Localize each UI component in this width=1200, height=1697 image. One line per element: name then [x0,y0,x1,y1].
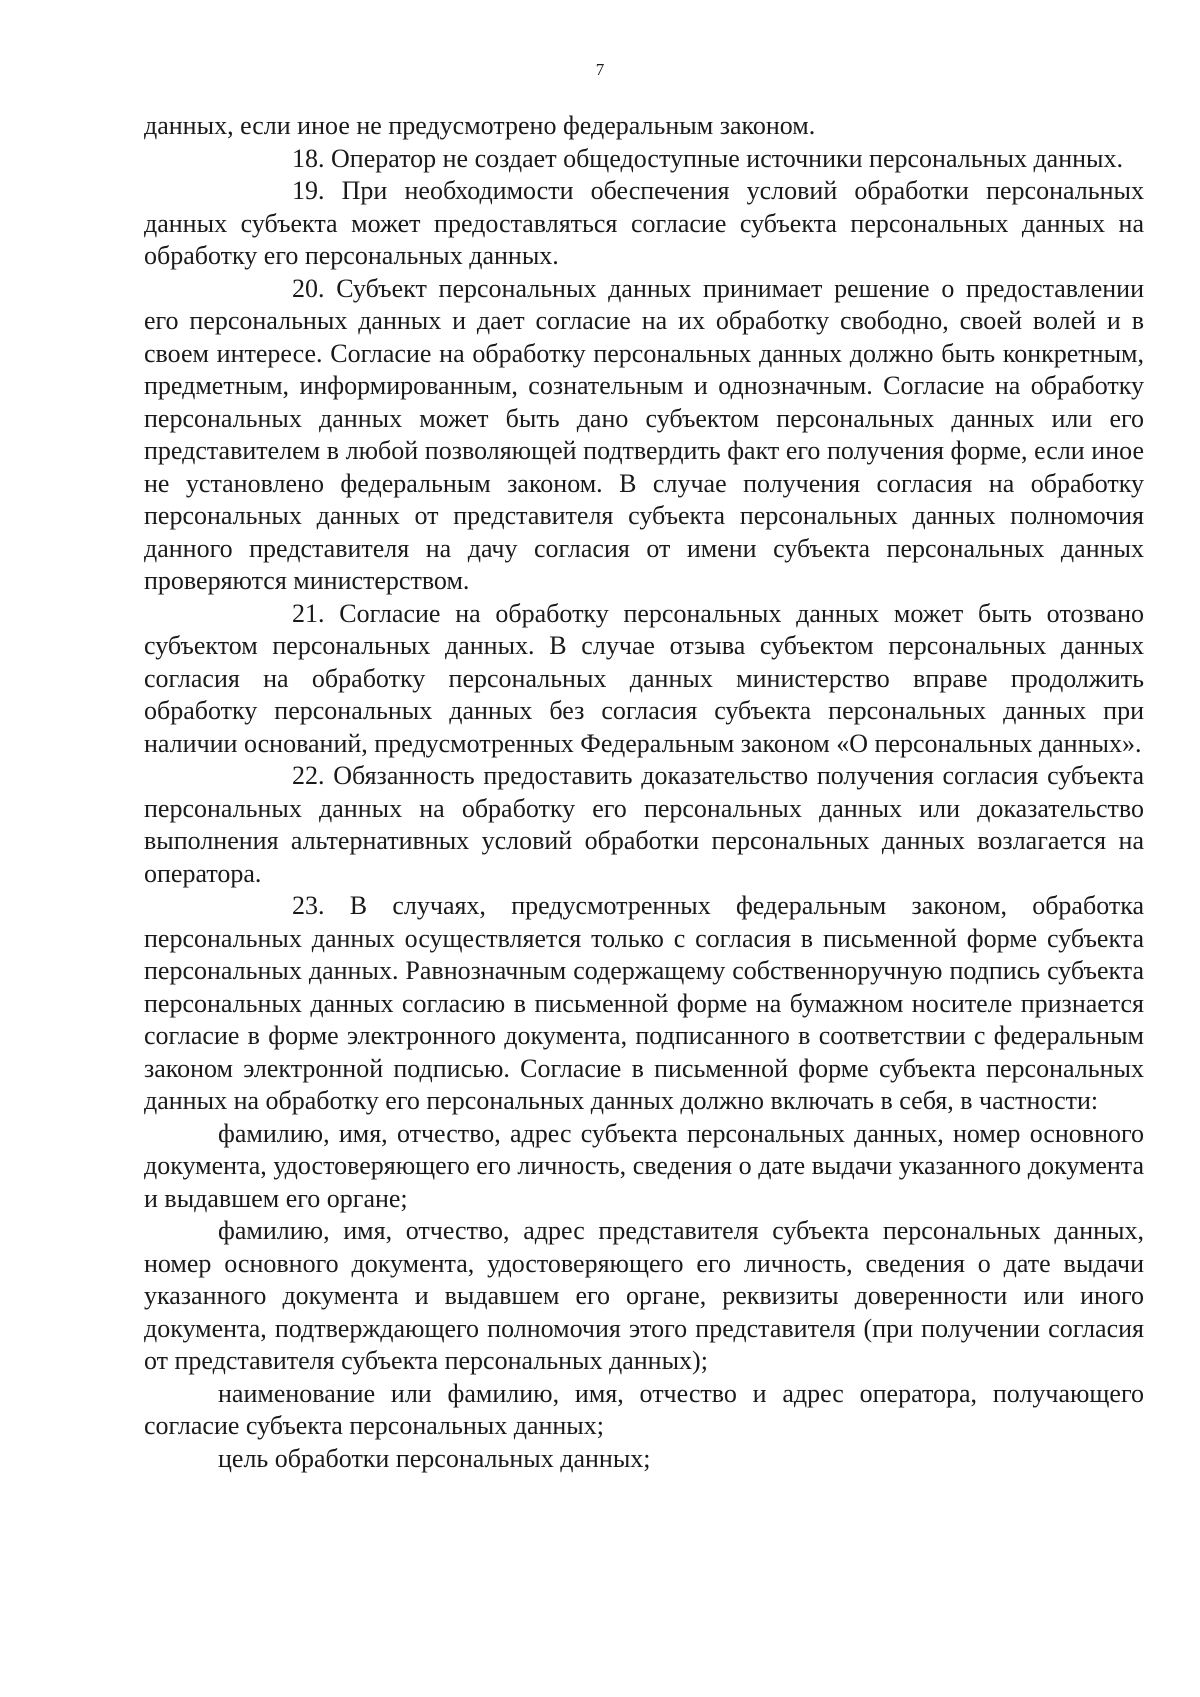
paragraph-text: Оператор не создает общедоступные источники персональных данных. [324,143,1124,173]
paragraph-19 [144,175,1144,273]
list-item-operator-details [144,1378,1144,1443]
list-item-text: цель обработки персональных данных; [218,1443,651,1473]
list-item-representative-details [144,1215,1144,1378]
paragraph-number: 18. [292,143,325,173]
paragraph-number: 21. [292,598,325,628]
paragraph-text: Субъект персональных данных принимает решение о предоставлении его персональных данных и дает согласие на их обработку свободно, своей волей и в своем интересе. Согласие на обработку персональных данных должно быть конкретным, предметным, информированным, сознательным и однозначным. Согласие на обработку персональных данных может быть дано субъектом персональных данных или его представителем в любой позволяющей подтвердить факт его получения форме, если иное не установлено федеральным законом. В случае получения согласия на обработку персональных данных от представителя субъекта персональных данных полномочия данного представителя на дачу согласия от имени субъекта персональных данных проверяются министерством. [144,273,1144,595]
paragraph-20 [144,273,1144,598]
paragraph-22 [144,760,1144,890]
paragraph-text: В случаях, предусмотренных федеральным законом, обработка персональных данных осуществляется только с согласия в письменной форме субъекта персональных данных. Равнозначным содержащему собственноручную подпись субъекта персональных данных согласию в письменной форме на бумажном носителе признается согласие в форме электронного документа, подписанного в соответствии с федеральным законом электронной подписью. Согласие в письменной форме субъекта персональных данных на обработку его персональных данных должно включать в себя, в частности: [144,891,1144,1115]
paragraph-text: Согласие на обработку персональных данных может быть отозвано субъектом персональных данных. В случае отзыва субъектом персональных данных согласия на обработку персональных данных министерство вправе продолжить обработку персональных данных без согласия субъекта персональных данных при наличии оснований, предусмотренных Федеральным законом «О персональных данных». [144,598,1144,758]
paragraph-text: Обязанность предоставить доказательство получения согласия субъекта персональных данных на обработку его персональных данных или доказательство выполнения альтернативных условий обработки персональных данных возлагается на оператора. [144,761,1144,888]
paragraph-23 [144,890,1144,1118]
paragraph-text: При необходимости обеспечения условий обработки персональных данных субъекта может предоставляться согласие субъекта персональных данных на обработку его персональных данных. [144,176,1144,270]
paragraph-21 [144,598,1144,761]
list-item-subject-details [144,1118,1144,1216]
paragraph-18 [144,143,1144,176]
paragraph-number: 19. [292,176,325,205]
page-number: 7 [595,60,605,79]
paragraph-number: 23. [292,891,325,920]
list-item-text: фамилию, имя, отчество, адрес представителя субъекта персональных данных, номер основного документа, удостоверяющего его личность, сведения о дате выдачи указанного документа и выдавшем его органе, реквизиты доверенности или иного документа, подтверждающего полномочия этого представителя (при получении согласия от представителя субъекта персональных данных); [144,1216,1144,1375]
document-body [144,110,1144,1475]
list-item-text: фамилию, имя, отчество, адрес субъекта персональных данных, номер основного документа, удостоверяющего его личность, сведения о дате выдачи указанного документа и выдавшем его органе; [144,1118,1144,1213]
paragraph-continuation [144,110,1144,143]
list-item-text: наименование или фамилию, имя, отчество и адрес оператора, получающего согласие субъекта персональных данных; [144,1378,1144,1440]
paragraph-number: 22. [292,761,325,790]
list-item-processing-purpose [144,1443,1144,1476]
paragraph-number: 20. [292,273,325,303]
paragraph-text: данных, если иное не предусмотрено федеральным законом. [144,111,816,140]
